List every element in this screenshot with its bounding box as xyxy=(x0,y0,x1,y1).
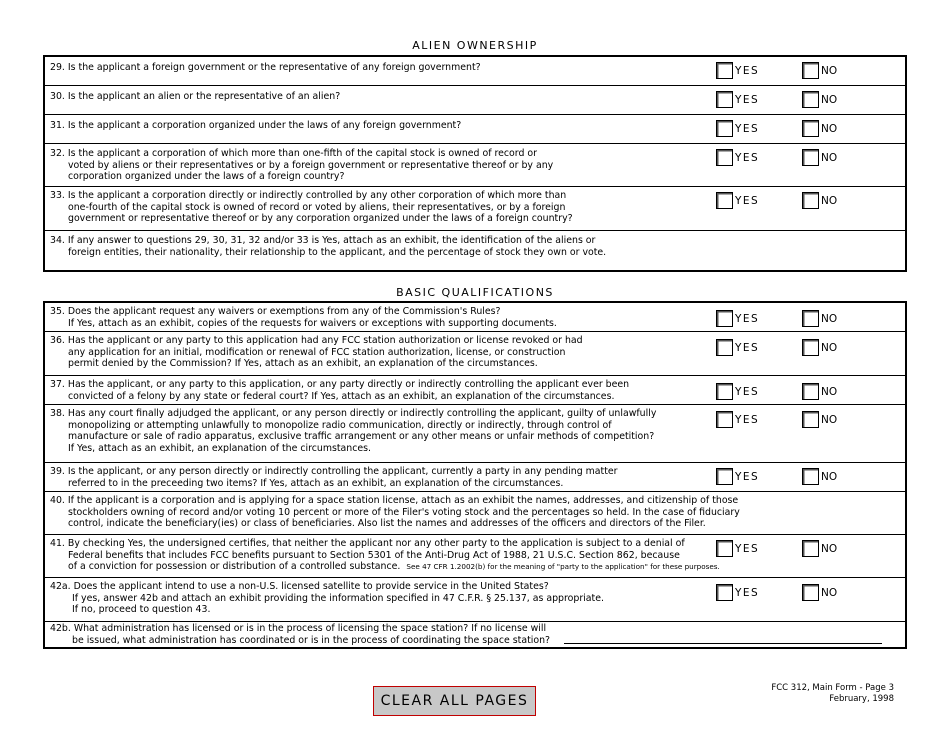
q41-yes-option[interactable]: YES xyxy=(716,540,759,557)
q37-no-option[interactable]: NO xyxy=(802,383,837,400)
q30-yes-option[interactable]: YES xyxy=(716,91,759,108)
alien-ownership-heading: ALIEN OWNERSHIP xyxy=(412,39,538,52)
question-33 xyxy=(45,187,905,231)
q32-no-option[interactable]: NO xyxy=(802,149,837,166)
q38-yes-checkbox[interactable] xyxy=(716,411,733,428)
q29-no-checkbox[interactable] xyxy=(802,62,819,79)
q36-no-option[interactable]: NO xyxy=(802,339,837,356)
q37-yes-checkbox[interactable] xyxy=(716,383,733,400)
question-29 xyxy=(45,57,905,86)
q33-no-checkbox[interactable] xyxy=(802,192,819,209)
question-42b xyxy=(45,622,905,647)
q42a-no-checkbox[interactable] xyxy=(802,584,819,601)
q36-yes-option[interactable]: YES xyxy=(716,339,759,356)
q35-no-checkbox[interactable] xyxy=(802,310,819,327)
clear-all-pages-button[interactable]: CLEAR ALL PAGES xyxy=(373,686,536,716)
question-30-text: 30. Is the applicant an alien or the representative of an alien? xyxy=(50,91,341,102)
q32-yes-option[interactable]: YES xyxy=(716,149,759,166)
q38-no-option[interactable]: NO xyxy=(802,411,837,428)
q30-no-option[interactable]: NO xyxy=(802,91,837,108)
q39-no-option[interactable]: NO xyxy=(802,468,837,485)
q29-yes-checkbox[interactable] xyxy=(716,62,733,79)
question-31-text: 31. Is the applicant a corporation organized under the laws of any foreign government? xyxy=(50,120,462,131)
q32-yes-checkbox[interactable] xyxy=(716,149,733,166)
question-42b-text: 42b. What administration has licensed or is in the process of licensing the space station? If no license will be issued, what administration has coordinated or is in the process of coordinating the space station? xyxy=(50,623,551,646)
q31-no-option[interactable]: NO xyxy=(802,120,837,137)
q41-cfr-note: See 47 CFR 1.2002(b) for the meaning of "party to the application" for these purposes. xyxy=(406,562,720,571)
q41-yes-checkbox[interactable] xyxy=(716,540,733,557)
q37-yes-option[interactable]: YES xyxy=(716,383,759,400)
question-34-text: 34. If any answer to questions 29, 30, 31, 32 and/or 33 is Yes, attach as an exhibit, the identification of the aliens or foreign entities, their nationality, their relationship to the applicant, and the percentage of stock they own or vote. xyxy=(50,235,607,258)
q39-yes-checkbox[interactable] xyxy=(716,468,733,485)
question-42a-text: 42a. Does the applicant intend to use a non-U.S. licensed satellite to provide service in the United States? If yes, answer 42b and attach an exhibit providing the information specified in 47 C.F.R. § 25.137, as appropriate. If no, proceed to question 43. xyxy=(50,581,604,615)
question-41-text: 41. By checking Yes, the undersigned certifies, that neither the applicant nor any other party to the application is subject to a denial of Federal benefits that includes FCC benefits pursuant to Section 5301 of the Anti-Drug Act of 1988, 21 U.S.C. Section 862, because of a conviction for possession or distribution of a controlled substance. See 47 CFR 1.2002(b) for the meaning of "party to the application" for these purposes. xyxy=(50,538,720,572)
question-38-text: 38. Has any court finally adjudged the applicant, or any person directly or indirectly controlling the applicant, guilty of unlawfully monopolizing or attempting unlawfully to monopolize radio communication, directly or indirectly, through control of manufacture or sale of radio apparatus, exclusive traffic arrangement or any other means or unfair methods of competition? If Yes, attach as an exhibit, an explanation of the circumstances. xyxy=(50,408,657,454)
form-page-label: FCC 312, Main Form - Page 3 xyxy=(771,683,894,693)
q33-yes-checkbox[interactable] xyxy=(716,192,733,209)
q30-no-checkbox[interactable] xyxy=(802,91,819,108)
basic-qualifications-heading: BASIC QUALIFICATIONS xyxy=(396,286,554,299)
q29-no-option[interactable]: NO xyxy=(802,62,837,79)
q39-no-checkbox[interactable] xyxy=(802,468,819,485)
q38-yes-option[interactable]: YES xyxy=(716,411,759,428)
q39-yes-option[interactable]: YES xyxy=(716,468,759,485)
question-30 xyxy=(45,86,905,115)
q33-yes-option[interactable]: YES xyxy=(716,192,759,209)
q35-yes-option[interactable]: YES xyxy=(716,310,759,327)
q31-yes-option[interactable]: YES xyxy=(716,120,759,137)
q38-no-checkbox[interactable] xyxy=(802,411,819,428)
q31-yes-checkbox[interactable] xyxy=(716,120,733,137)
q42a-yes-option[interactable]: YES xyxy=(716,584,759,601)
question-40 xyxy=(45,492,905,535)
question-41 xyxy=(45,535,905,578)
question-40-text: 40. If the applicant is a corporation and is applying for a space station license, attach as an exhibit the names, addresses, and citizenship of those stockholders owning of record and/or voting 10 percent or more of the Filer's voting stock and the percentages so held. In the case of fiduciary control, indicate the beneficiary(ies) or class of beneficiaries. Also list the names and addresses of the officers and directors of the Filer. xyxy=(50,495,740,529)
question-31 xyxy=(45,115,905,144)
question-35 xyxy=(45,303,905,332)
basic-qualifications-section xyxy=(43,301,907,649)
alien-ownership-section xyxy=(43,55,907,272)
q30-yes-checkbox[interactable] xyxy=(716,91,733,108)
question-35-text: 35. Does the applicant request any waivers or exemptions from any of the Commission's Rules? If Yes, attach as an exhibit, copies of the requests for waivers or exceptions with supporting documents. xyxy=(50,306,557,329)
q35-no-option[interactable]: NO xyxy=(802,310,837,327)
q35-yes-checkbox[interactable] xyxy=(716,310,733,327)
form-date: February, 1998 xyxy=(829,693,894,704)
question-38 xyxy=(45,405,905,463)
question-32-text: 32. Is the applicant a corporation of which more than one-fifth of the capital stock is owned of record or voted by aliens or their representatives or by a foreign government or representative thereof or by any corporation organized under the laws of a foreign country? xyxy=(50,148,554,182)
q36-no-checkbox[interactable] xyxy=(802,339,819,356)
q41-no-checkbox[interactable] xyxy=(802,540,819,557)
q29-yes-option[interactable]: YES xyxy=(716,62,759,79)
q33-no-option[interactable]: NO xyxy=(802,192,837,209)
form-footer xyxy=(771,683,894,704)
question-32 xyxy=(45,144,905,187)
question-36-text: 36. Has the applicant or any party to this application had any FCC station authorization or license revoked or had any application for an initial, modification or renewal of FCC station authorization, license, or construction permit denied by the Commission? If Yes, attach as an exhibit, an explanation of the circumstances. xyxy=(50,335,583,369)
question-36 xyxy=(45,332,905,376)
q41-no-option[interactable]: NO xyxy=(802,540,837,557)
q37-no-checkbox[interactable] xyxy=(802,383,819,400)
question-37 xyxy=(45,376,905,405)
question-29-text: 29. Is the applicant a foreign government or the representative of any foreign government? xyxy=(50,62,481,73)
question-37-text: 37. Has the applicant, or any party to this application, or any party directly or indirectly controlling the applicant ever been convicted of a felony by any state or federal court? If Yes, attach as an exhibit, an explanation of the circumstances. xyxy=(50,379,630,402)
q36-yes-checkbox[interactable] xyxy=(716,339,733,356)
q32-no-checkbox[interactable] xyxy=(802,149,819,166)
question-34 xyxy=(45,231,905,270)
q42a-yes-checkbox[interactable] xyxy=(716,584,733,601)
q31-no-checkbox[interactable] xyxy=(802,120,819,137)
question-39 xyxy=(45,463,905,492)
q42a-no-option[interactable]: NO xyxy=(802,584,837,601)
question-42a xyxy=(45,578,905,622)
question-39-text: 39. Is the applicant, or any person directly or indirectly controlling the applicant, currently a party in any pending matter referred to in the preceeding two items? If Yes, attach as an exhibit, an explanation of the circumstances. xyxy=(50,466,618,489)
question-33-text: 33. Is the applicant a corporation directly or indirectly controlled by any other corporation of which more than one-fourth of the capital stock is owned of record or voted by aliens, their representatives, or by a foreign government or representative thereof or by any corporation organized under the laws of a foreign country? xyxy=(50,190,573,224)
q42b-answer-field[interactable] xyxy=(564,643,882,644)
